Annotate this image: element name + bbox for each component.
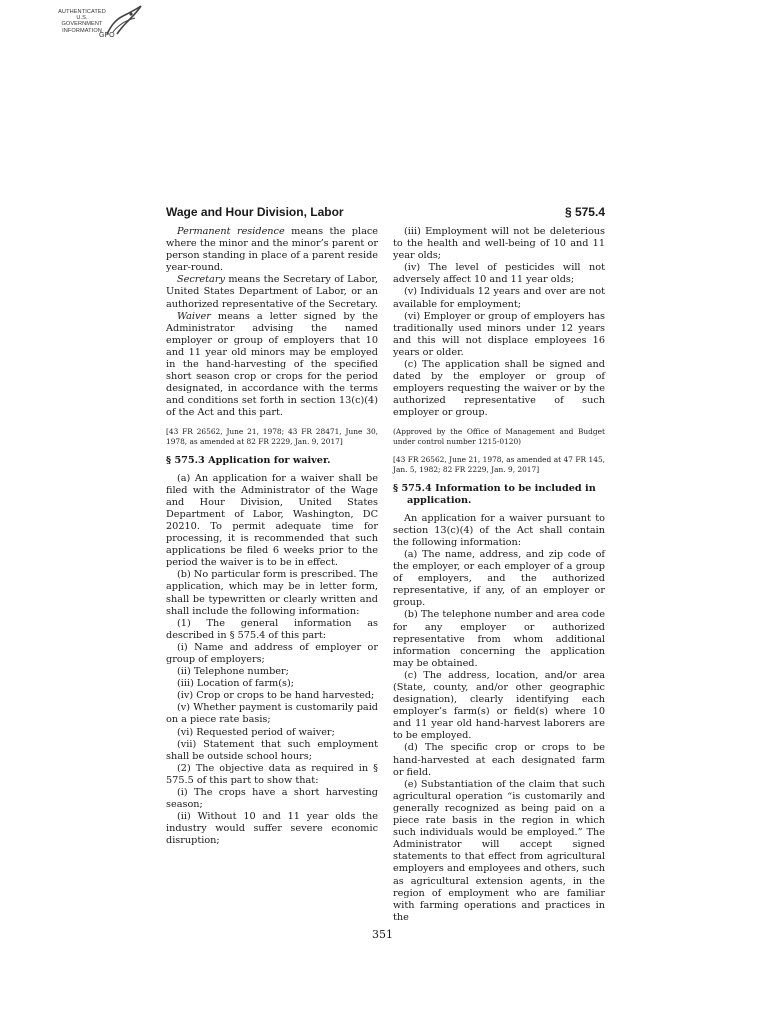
omb-approval-note: (Approved by the Office of Management and Budget under control number 1215-0120) bbox=[393, 426, 605, 446]
paragraph: (c) The address, location, and/or area (State, county, and/or other geographic designation), clearly identifying each employer’s farm(s) or field(s) where 10 and 11 year old hand-harvest laborers are to be employed. bbox=[393, 669, 605, 742]
section-number: § 575.4 bbox=[564, 205, 605, 219]
heading-line-1: § 575.4 Information to be included in bbox=[393, 482, 596, 494]
paragraph: (iv) Crop or crops to be hand harvested; bbox=[177, 690, 375, 702]
paragraph: (vi) Employer or group of employers has traditionally used minors under 12 years and this will not displace employees 16 years or older. bbox=[393, 310, 605, 358]
logo-gpo-label: GPO bbox=[99, 32, 115, 39]
definition-permanent-residence bbox=[166, 226, 378, 274]
gpo-authentication-logo bbox=[56, 4, 146, 46]
eagle-icon bbox=[101, 4, 145, 40]
defined-term: Secretary bbox=[177, 274, 225, 286]
paragraph: (1) The general information as described in § 575.4 of this part: bbox=[166, 617, 378, 641]
paragraph: (i) The crops have a short harvesting season; bbox=[166, 787, 378, 811]
defined-term: Waiver bbox=[177, 310, 211, 322]
paragraph: (iii) Location of farm(s); bbox=[177, 678, 295, 690]
definition-text: means the place where the minor and the minor’s parent or person standing in place of a parent reside year-round. bbox=[166, 226, 379, 274]
section-heading: § 575.3 Application for waiver. bbox=[166, 454, 331, 466]
paragraph: (b) No particular form is prescribed. The application, which may be in letter form, shall be typewritten or clearly written and shall include the following information: bbox=[166, 569, 378, 617]
source-citation: [43 FR 26562, June 21, 1978, as amended at 47 FR 145, Jan. 5, 1982; 82 FR 2229, Jan. 9, 2017] bbox=[393, 454, 605, 474]
heading-line-2: application. bbox=[407, 494, 472, 506]
paragraph: (v) Whether payment is customarily paid on a piece rate basis; bbox=[166, 702, 378, 726]
paragraph: (d) The specific crop or crops to be hand-harvested at each designated farm or field. bbox=[393, 742, 605, 778]
paragraph: (c) The application shall be signed and dated by the employer or group of employers requesting the waiver or by the authorized representative of such employer or group. bbox=[393, 359, 605, 419]
running-head bbox=[166, 205, 605, 221]
paragraph: (ii) Telephone number; bbox=[177, 666, 289, 678]
definition-secretary bbox=[166, 274, 378, 310]
definition-text: means a letter signed by the Administrator advising the named employer or group of employers that 10 and 11 year old minors may be employed in the hand-harvesting of the specified short season crop or crops for the period designated, in accordance with the terms and conditions set forth in section 13(c)(4) of the Act and this part. bbox=[166, 310, 378, 419]
paragraph: (v) Individuals 12 years and over are not available for employment; bbox=[393, 286, 605, 310]
paragraph: (vi) Requested period of waiver; bbox=[177, 726, 335, 738]
logo-line-1: AUTHENTICATED bbox=[58, 9, 106, 15]
paragraph: (b) The telephone number and area code for any employer or authorized representative from whom additional information concerning the application may be obtained. bbox=[393, 609, 605, 669]
paragraph: (vii) Statement that such employment shall be outside school hours; bbox=[166, 738, 378, 762]
page-number: 351 bbox=[372, 928, 393, 941]
agency-title: Wage and Hour Division, Labor bbox=[166, 205, 344, 219]
definition-text: means the Secretary of Labor, United States Department of Labor, or an authorized representative of the Secretary. bbox=[166, 274, 378, 310]
paragraph: (e) Substantiation of the claim that such agricultural operation “is customarily and generally recognized as being paid on a piece rate basis in the region in which such individuals would be employed.” The Administrator will accept signed statements to that effect from agricultural employers and employees and others, such as agricultural extension agents, in the region of employment who are familiar with farming operations and practices in the bbox=[393, 778, 605, 923]
defined-term: Permanent residence bbox=[177, 226, 285, 237]
left-column bbox=[166, 226, 378, 848]
definition-waiver bbox=[166, 311, 378, 420]
paragraph: (a) An application for a waiver shall be filed with the Administrator of the Wage and Hour Division, United States Department of Labor, Washington, DC 20210. To permit adequate time for processing, it is recommended that such applications be filed 6 weeks prior to the period the waiver is to be in effect. bbox=[166, 472, 378, 569]
paragraph: (i) Name and address of employer or group of employers; bbox=[166, 641, 378, 665]
paragraph: (a) The name, address, and zip code of the employer, or each employer of a group of employers, and the authorized representative, if any, of an employer or group. bbox=[393, 548, 605, 609]
paragraph: (iii) Employment will not be deleterious to the health and well-being of 10 and 11 year olds; bbox=[393, 226, 605, 262]
paragraph: (iv) The level of pesticides will not adversely affect 10 and 11 year olds; bbox=[393, 262, 605, 286]
right-column bbox=[393, 226, 605, 924]
logo-line-2: U.S. GOVERNMENT bbox=[61, 15, 103, 28]
source-citation: [43 FR 26562, June 21, 1978; 43 FR 28471, June 30, 1978, as amended at 82 FR 2229, Jan. 9, 2017] bbox=[166, 426, 378, 446]
logo-line-3: INFORMATION bbox=[62, 27, 102, 34]
paragraph: An application for a waiver pursuant to section 13(c)(4) of the Act shall contain the following information: bbox=[393, 512, 605, 548]
paragraph: (ii) Without 10 and 11 year olds the industry would suffer severe economic disruption; bbox=[166, 811, 378, 847]
paragraph: (2) The objective data as required in § 575.5 of this part to show that: bbox=[166, 762, 378, 786]
section-heading bbox=[393, 483, 605, 507]
